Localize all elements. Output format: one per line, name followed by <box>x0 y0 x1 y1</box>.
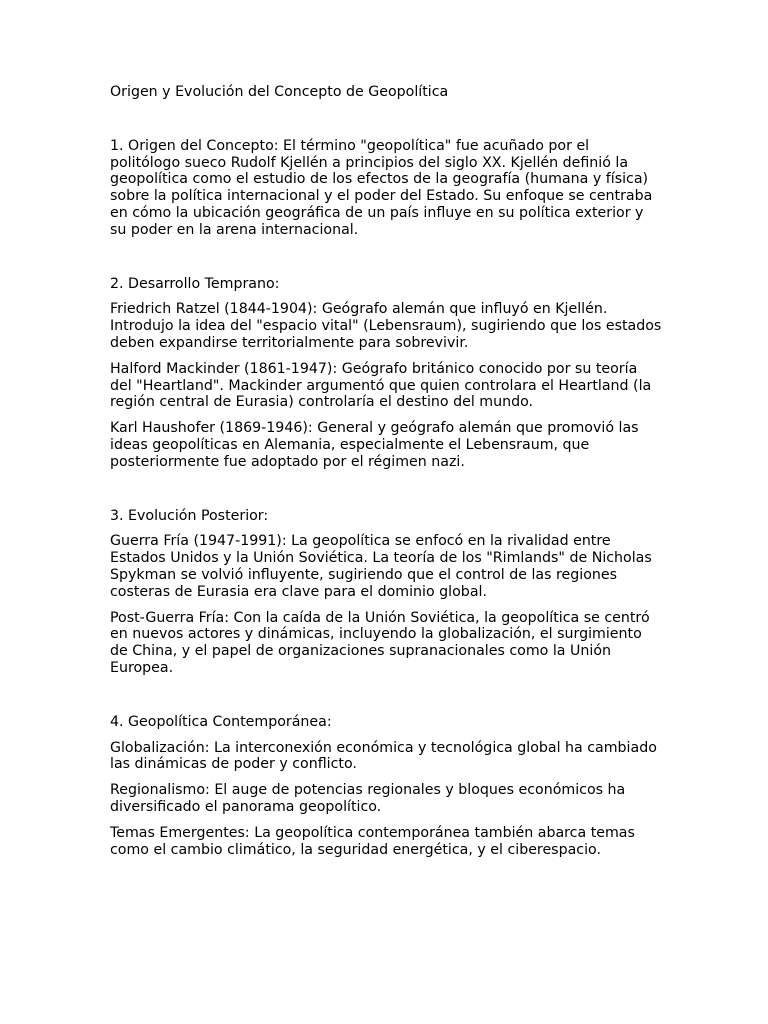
paragraph-temas-emergentes: Temas Emergentes: La geopolítica contemporánea también abarca temas como el cambio climático, la seguridad energética, y el ciberespacio. <box>110 824 635 858</box>
section-heading: 2. Desarrollo Temprano: <box>110 275 280 292</box>
paragraph-globalizacion: Globalización: La interconexión económica y tecnológica global ha cambiado las dinámicas de poder y conflicto. <box>110 739 657 773</box>
document-page <box>110 84 662 858</box>
section-heading: 3. Evolución Posterior: <box>110 507 269 524</box>
section-origen <box>110 138 662 239</box>
section-desarrollo-temprano <box>110 276 662 471</box>
paragraph-mackinder: Halford Mackinder (1861-1947): Geógrafo británico conocido por su teoría del "Heartland". Mackinder argumentó que quien controlara el Heartland (la región central de Eurasia) controlaría el destino del mundo. <box>110 360 652 411</box>
paragraph-regionalismo: Regionalismo: El auge de potencias regionales y bloques económicos ha diversificado el panorama geopolítico. <box>110 782 626 815</box>
section-evolucion-posterior <box>110 508 662 677</box>
paragraph-guerra-fria: Guerra Fría (1947-1991): La geopolítica se enfocó en la rivalidad entre Estados Unidos y la Unión Soviética. La teoría de los "Rimlands" de Nicholas Spykman se volvió influyente, sugiriendo que el control de las regiones costeras de Eurasia era clave para el dominio global. <box>110 533 652 600</box>
paragraph-ratzel: Friedrich Ratzel (1844-1904): Geógrafo alemán que influyó en Kjellén. Introdujo la idea del "espacio vital" (Lebensraum), sugiriendo que los estados deben expandirse territorialmente para sobrevivir. <box>110 301 662 351</box>
section-heading: 4. Geopolítica Contemporánea: <box>110 713 332 730</box>
paragraph-haushofer: Karl Haushofer (1869-1946): General y geógrafo alemán que promovió las ideas geopolíticas en Alemania, especialmente el Lebensraum, que posteriormente fue adoptado por el régimen nazi. <box>110 420 639 470</box>
paragraph-post-guerra-fria: Post-Guerra Fría: Con la caída de la Unión Soviética, la geopolítica se centró en nuevos actores y dinámicas, incluyendo la globalización, el surgimiento de China, y el papel de organizaciones supranacionales como la Unión Europea. <box>110 609 650 676</box>
section-geopolitica-contemporanea <box>110 714 662 859</box>
document-title: Origen y Evolución del Concepto de Geopolítica <box>110 84 449 100</box>
paragraph-origen-concepto: 1. Origen del Concepto: El término "geopolítica" fue acuñado por el politólogo sueco Rudolf Kjellén a principios del siglo XX. Kjellén definió la geopolítica como el estudio de los efectos de la geografía (humana y física) sobre la política internacional y el poder del Estado. Su enfoque se centraba en cómo la ubicación geográfica de un país influye en su política exterior y su poder en la arena internacional. <box>110 137 653 238</box>
